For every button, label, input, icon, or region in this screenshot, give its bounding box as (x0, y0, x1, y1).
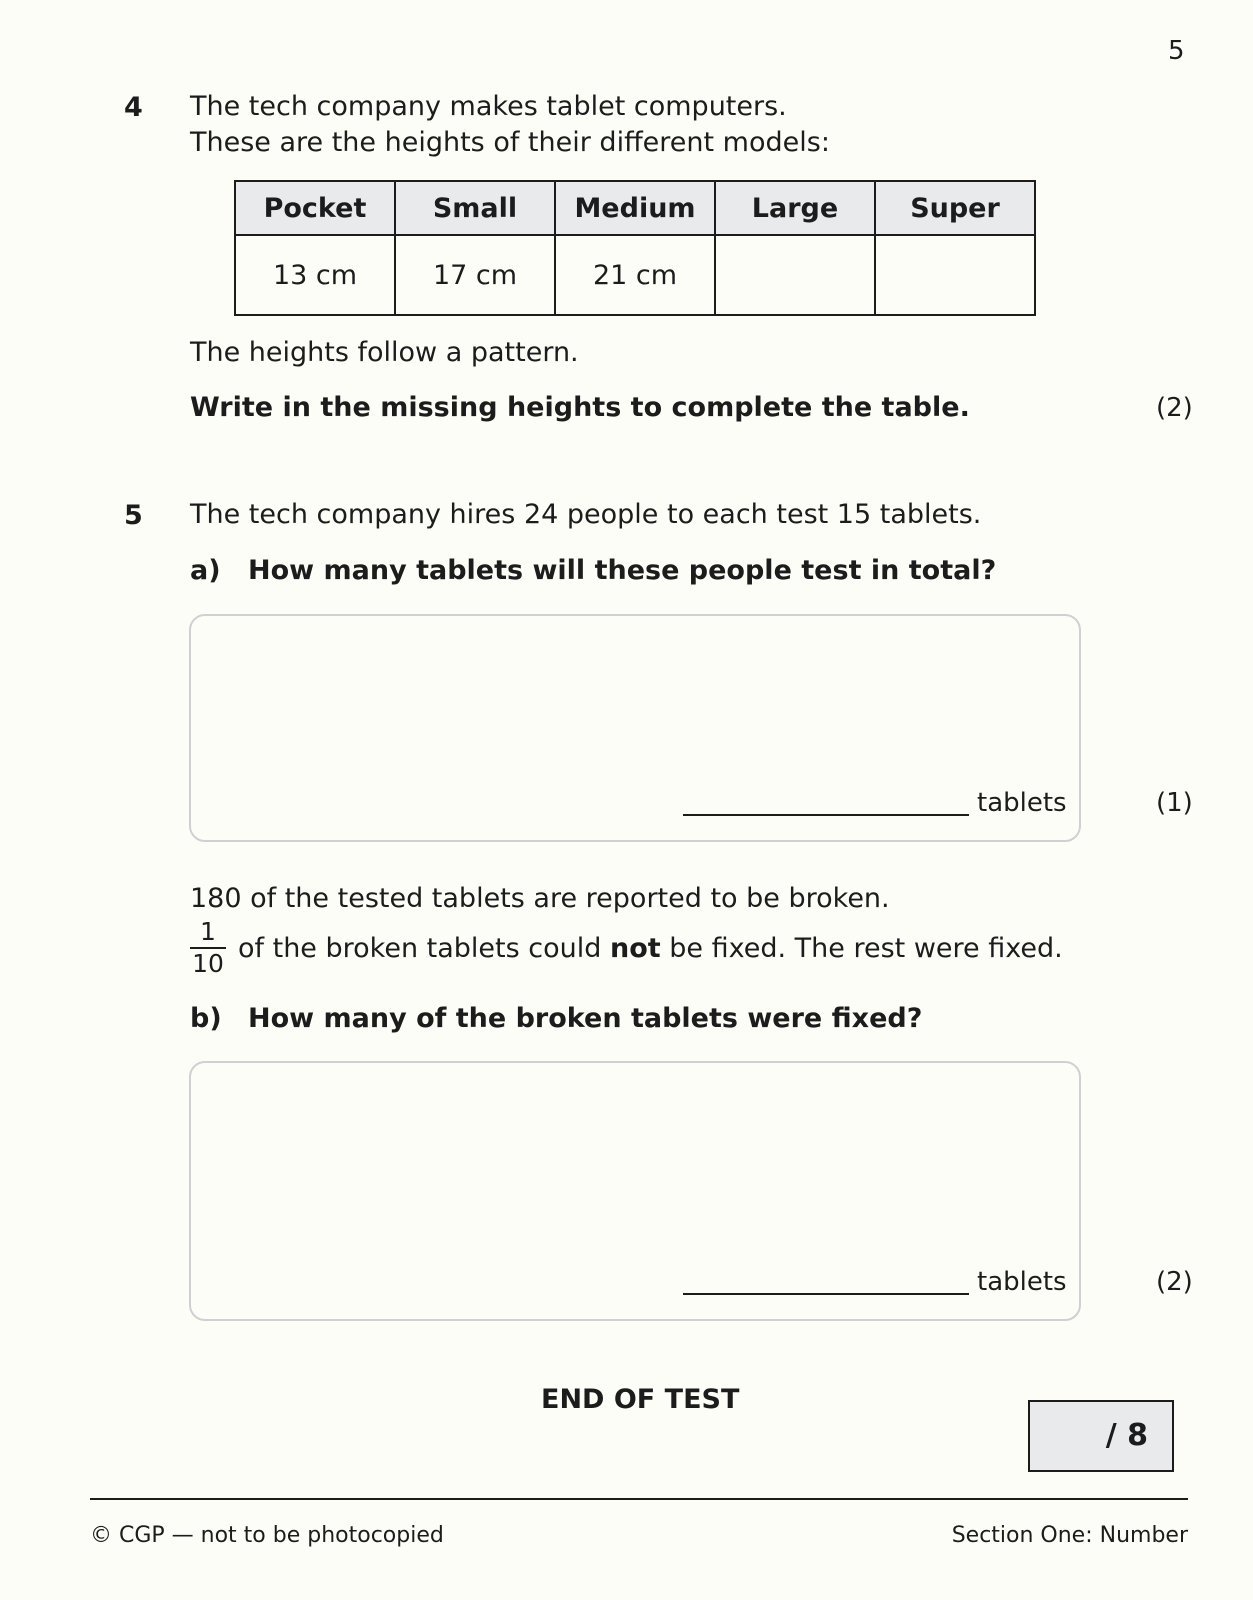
fraction-one-tenth (190, 918, 226, 978)
heights-table (234, 180, 1036, 316)
page-number: 5 (1168, 36, 1185, 66)
fixed-text-emphasis: not (609, 933, 661, 964)
question-5b-label: b) (190, 1003, 222, 1034)
fixed-tablets-text (238, 932, 1063, 966)
question-4-line-2: These are the heights of their different models: (190, 127, 830, 158)
fraction-numerator: 1 (200, 917, 216, 946)
header-large: Large (715, 181, 875, 235)
score-box: / 8 (1028, 1400, 1174, 1472)
unit-label-5a: tablets (977, 788, 1067, 818)
question-4-number: 4 (124, 92, 143, 123)
footer-divider (90, 1498, 1188, 1500)
header-pocket: Pocket (235, 181, 395, 235)
value-small: 17 cm (395, 235, 555, 315)
header-medium: Medium (555, 181, 715, 235)
value-large-answer-cell[interactable] (715, 235, 875, 315)
question-5-number: 5 (124, 500, 143, 531)
unit-label-5b: tablets (977, 1267, 1067, 1297)
fraction-denominator: 10 (192, 949, 224, 978)
answer-box-5b[interactable] (189, 1061, 1081, 1321)
question-5b-text: How many of the broken tablets were fixed? (248, 1003, 923, 1034)
fixed-text-pre: of the broken tablets could (238, 933, 602, 964)
end-of-test: END OF TEST (541, 1384, 740, 1415)
question-5a-marks: (1) (1156, 788, 1193, 818)
question-5a-label: a) (190, 555, 221, 586)
heights-table-header-row (235, 181, 1035, 235)
value-medium: 21 cm (555, 235, 715, 315)
answer-box-5a[interactable] (189, 614, 1081, 842)
value-super-answer-cell[interactable] (875, 235, 1035, 315)
heights-table-value-row (235, 235, 1035, 315)
question-4-marks: (2) (1156, 393, 1193, 423)
value-pocket: 13 cm (235, 235, 395, 315)
pattern-text: The heights follow a pattern. (190, 337, 579, 368)
fixed-text-post: be fixed. The rest were fixed. (669, 933, 1063, 964)
footer-copyright: © CGP — not to be photocopied (90, 1523, 444, 1548)
header-super: Super (875, 181, 1035, 235)
answer-line-5a[interactable] (683, 814, 969, 816)
footer-section: Section One: Number (951, 1523, 1188, 1548)
answer-line-5b[interactable] (683, 1293, 969, 1295)
question-4-line-1: The tech company makes tablet computers. (190, 91, 787, 122)
header-small: Small (395, 181, 555, 235)
question-5a-text: How many tablets will these people test in total? (248, 555, 997, 586)
broken-tablets-text: 180 of the tested tablets are reported to be broken. (190, 883, 890, 914)
question-5-intro: The tech company hires 24 people to each test 15 tablets. (190, 499, 982, 530)
question-5b-marks: (2) (1156, 1267, 1193, 1297)
question-4-instruction: Write in the missing heights to complete the table. (190, 392, 970, 423)
